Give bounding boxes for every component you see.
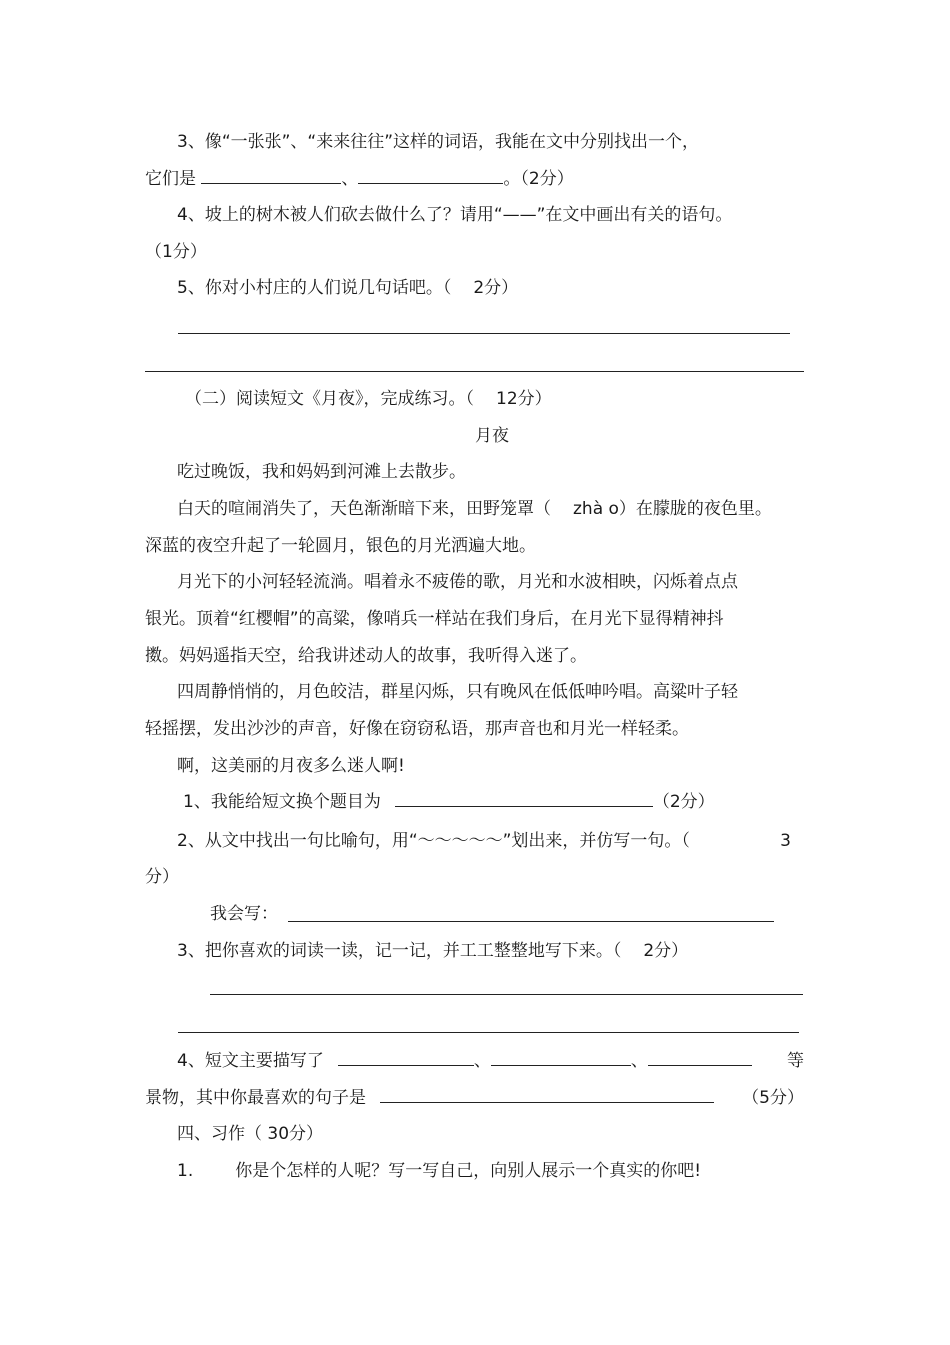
section-2-heading [185, 387, 552, 411]
r1-text: 1、我能给短文换个题目为 [183, 792, 381, 812]
reading-question-2-line1 [177, 829, 791, 853]
reading-question-3 [177, 939, 688, 963]
question-3-line1: 3、像“一张张”、“来来往往”这样的词语，我能在文中分别找出一个， [177, 132, 700, 152]
r3-answer-line-1[interactable] [210, 994, 803, 995]
reading-question-4-line2 [145, 1086, 804, 1110]
q3-blank-2[interactable] [358, 167, 503, 184]
r4-blank-2[interactable] [491, 1049, 631, 1066]
section-4-heading: 四、习作（ 30分） [177, 1124, 324, 1144]
question-4-score: （1分） [145, 242, 207, 262]
r2-text: 2、从文中找出一句比喻句，用“～～～～～”划出来，并仿写一句。（ [177, 831, 690, 851]
section-2-text: （二）阅读短文《月夜》，完成练习。（ [185, 389, 474, 409]
r1-blank[interactable] [395, 790, 653, 807]
r4-blank-3[interactable] [648, 1049, 752, 1066]
r3-answer-line-2[interactable] [178, 1032, 799, 1033]
r2-write-line[interactable] [288, 921, 774, 922]
passage-paragraph-3-line3: 擞。妈妈遥指天空，给我讲述动人的故事，我听得入迷了。 [145, 646, 587, 666]
q3-end: 。 [503, 169, 521, 189]
passage-paragraph-4-line1: 四周静悄悄的，月色皎洁，群星闪烁，只有晚风在低低呻吟唱。高粱叶子轻 [177, 682, 738, 702]
r4-sep-1: 、 [473, 1051, 491, 1071]
r4-line2-text: 景物，其中你最喜欢的句子是 [145, 1088, 366, 1108]
section-2-score: 12分） [496, 389, 552, 409]
q3-blank-1[interactable] [201, 167, 341, 184]
passage-paragraph-2-line2: 深蓝的夜空升起了一轮圆月，银色的月光洒遍大地。 [145, 536, 536, 556]
r4-text: 4、短文主要描写了 [177, 1051, 324, 1071]
q5-text: 5、你对小村庄的人们说几句话吧。（ [177, 278, 452, 298]
passage-paragraph-1: 吃过晚饭，我和妈妈到河滩上去散步。 [177, 462, 466, 482]
q3-score: （2分） [520, 169, 574, 189]
question-4-line1: 4、坡上的树木被人们砍去做什么了？请用“——”在文中画出有关的语句。 [177, 205, 733, 225]
r2-score-tail: 分） [145, 867, 179, 887]
s4-number: 1. [177, 1161, 194, 1181]
p2-pinyin: zhà o [573, 499, 619, 519]
question-5 [177, 276, 518, 300]
r4-blank-4[interactable] [380, 1086, 714, 1103]
r4-blank-1[interactable] [338, 1049, 474, 1066]
r4-score: （5分） [742, 1088, 804, 1108]
passage-paragraph-4-line2: 轻摇摆，发出沙沙的声音，好像在窃窃私语，那声音也和月光一样轻柔。 [145, 719, 689, 739]
p2-text-a: 白天的喧闹消失了，天色渐渐暗下来，田野笼罩（ [177, 499, 551, 519]
p2-text-b: ）在朦胧的夜色里。 [618, 499, 772, 519]
r2-score-num: 3 [780, 831, 791, 851]
reading-question-4-line1 [177, 1049, 804, 1073]
q3-separator: 、 [341, 169, 359, 189]
q5-answer-line-2[interactable] [145, 371, 804, 372]
s4-prompt: 你是个怎样的人呢？写一写自己，向别人展示一个真实的你吧! [235, 1161, 702, 1181]
section-4-prompt-row [177, 1159, 701, 1183]
r1-score: （2分） [652, 792, 715, 812]
passage-paragraph-5: 啊，这美丽的月夜多么迷人啊! [177, 756, 405, 776]
passage-title: 月夜 [475, 426, 509, 446]
r4-tail: 等 [787, 1051, 804, 1071]
r3-text: 3、把你喜欢的词读一读，记一记，并工工整整地写下来。（ [177, 941, 622, 961]
q3-prefix: 它们是 [145, 169, 196, 189]
passage-paragraph-3-line2: 银光。顶着“红樱帽”的高粱，像哨兵一样站在我们身后，在月光下显得精神抖 [145, 609, 724, 629]
question-3-line2 [145, 167, 574, 191]
passage-paragraph-3-line1: 月光下的小河轻轻流淌。唱着永不疲倦的歌，月光和水波相映，闪烁着点点 [177, 572, 738, 592]
q5-score: 2分） [473, 278, 519, 298]
passage-paragraph-2-line1 [177, 497, 772, 521]
q5-answer-line-1[interactable] [178, 333, 790, 334]
r4-sep-2: 、 [630, 1051, 648, 1071]
r3-score: 2分） [643, 941, 689, 961]
reading-question-1 [183, 790, 715, 814]
r2-write-label: 我会写： [210, 904, 278, 924]
